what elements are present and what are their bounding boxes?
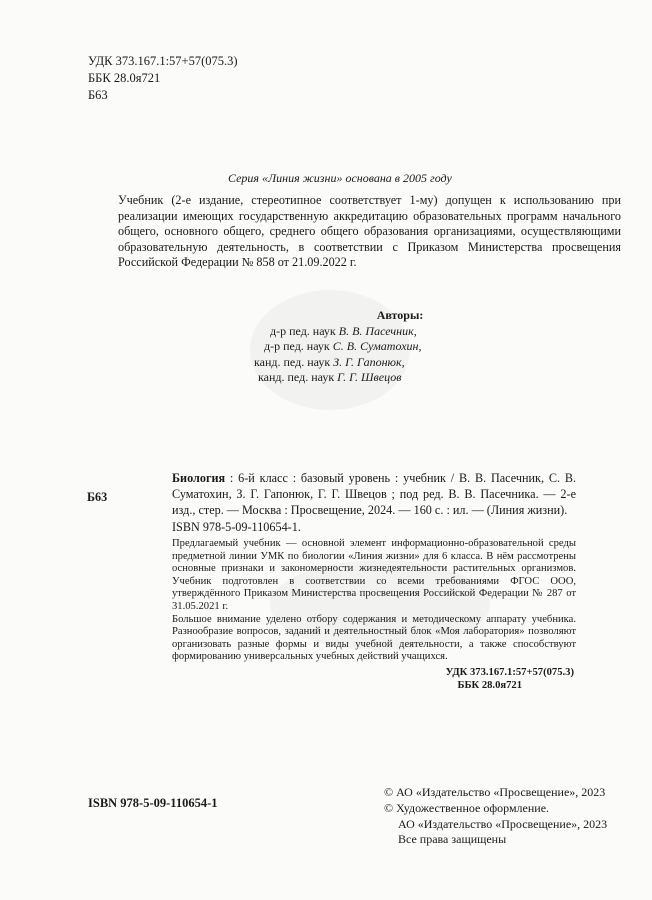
author-name: С. В. Суматохин, bbox=[332, 339, 422, 354]
copyright-line: © АО «Издательство «Просвещение», 2023 bbox=[384, 785, 606, 799]
copyright-line: АО «Издательство «Просвещение», 2023 bbox=[398, 816, 608, 831]
isbn-bottom: ISBN 978-5-09-110654-1 bbox=[88, 796, 218, 810]
rights-reserved: Все права защищены bbox=[398, 832, 507, 847]
annotation bbox=[172, 538, 576, 664]
bibliographic-details: : 6-й класс : базовый уровень : учебник / В. В. Пасечник, С. В. Суматохин, З. Г. Гапонюк, Г. Г. Швецов ; под ред. В. В. Пасечника. — 2-е изд., стер. — Москва : Просвещение, 2024. — 160 с. : ил. — (Линия жизни). bbox=[172, 471, 576, 517]
authors-block bbox=[240, 308, 500, 386]
author-mark: Б63 bbox=[88, 88, 108, 102]
author-line bbox=[240, 324, 500, 340]
annotation-paragraph: Предлагаемый учебник — основной элемент информационно-образовательной среды предметной линии УМК по биологии «Линия жизни» для 6 класса. В нём рассмотрены основные признаки и закономерности жизнедеятельности растительных организмов. Учебник подготовлен в соответствии со всеми требованиями ФГОС ООО, утверждённого Приказом Министерства просвещения Российской Федерации № 287 от 31.05.2021 г. bbox=[172, 538, 576, 612]
annotation-paragraph: Большое внимание уделено отбору содержания и методическому аппарату учебника. Разнообразие вопросов, заданий и деятельностный блок «Моя лаборатория» позволяют организовать разные формы и виды учебной деятельности, а также способствуют формированию универсальных учебных действий учащихся. bbox=[172, 613, 576, 663]
author-name: Г. Г. Швецов bbox=[337, 370, 402, 385]
approval-text: Учебник (2-е издание, стереотипное соответствует 1-му) допущен к использованию при реализации имеющих государственную аккредитацию образовательных программ начального общего, основного общего, среднего общего образования организациями, осуществляющими образовательную деятельность, в соответствии с Приказом Министерства просвещения Российской Федерации № 858 от 21.09.2022 г. bbox=[118, 193, 621, 270]
author-line bbox=[240, 339, 500, 355]
author-degree: д-р пед. наук bbox=[264, 339, 330, 354]
author-degree: д-р пед. наук bbox=[270, 323, 336, 338]
author-degree: канд. пед. наук bbox=[258, 370, 335, 385]
card-udk-code: УДК 373.167.1:57+57(075.3) bbox=[445, 666, 574, 678]
bbk-code: ББК 28.0я721 bbox=[88, 71, 161, 85]
udk-code: УДК 373.167.1:57+57(075.3) bbox=[88, 54, 238, 68]
card-bbk-code: ББК 28.0я721 bbox=[457, 679, 522, 691]
author-degree: канд. пед. наук bbox=[254, 354, 331, 369]
copyright-block bbox=[384, 785, 607, 848]
catalog-card bbox=[172, 470, 576, 692]
author-line bbox=[240, 370, 500, 386]
copyright-line: © Художественное оформление. bbox=[384, 800, 550, 815]
card-codes bbox=[172, 666, 576, 692]
book-title: Биология bbox=[172, 471, 226, 485]
author-name: В. В. Пасечник, bbox=[338, 323, 417, 338]
classification-codes bbox=[88, 53, 238, 104]
bibliographic-record bbox=[172, 470, 576, 518]
author-name: З. Г. Гапонюк, bbox=[333, 354, 405, 369]
authors-title: Авторы: bbox=[376, 308, 424, 322]
series-note: Серия «Линия жизни» основана в 2005 году bbox=[228, 171, 452, 185]
author-line bbox=[240, 355, 500, 371]
card-isbn: ISBN 978-5-09-110654-1. bbox=[172, 520, 301, 534]
card-author-mark: Б63 bbox=[87, 490, 108, 504]
